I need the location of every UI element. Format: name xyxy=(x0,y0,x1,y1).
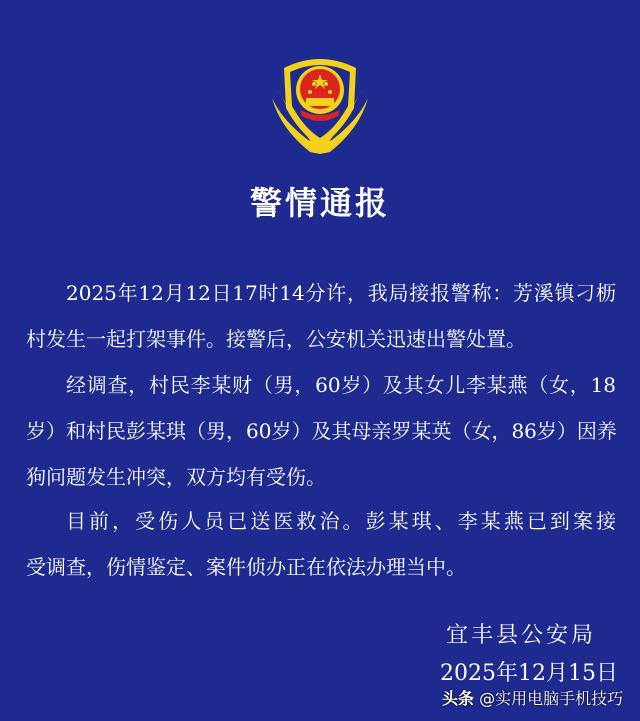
paragraph-2-line-2: 岁）和村民彭某琪（男，60岁）及其母亲罗某英（女，86岁）因养 xyxy=(26,419,617,443)
issue-date: 2025年12月15日 xyxy=(440,661,618,686)
watermark-account: @实用电脑手机技巧 xyxy=(479,689,624,708)
issuer-signature: 宜丰县公安局 xyxy=(446,623,597,648)
notice-title: 警情通报 xyxy=(249,184,390,222)
paragraph-2-line-1: 经调查，村民李某财（男，60岁）及其女儿李某燕（女，18 xyxy=(66,373,616,397)
watermark-platform: 头条 xyxy=(442,689,475,708)
paragraph-2-line-3: 狗问题发生冲突，双方均有受伤。 xyxy=(26,465,326,489)
paragraph-3-line-2: 受调查，伤情鉴定、案件侦办正在依法办理当中。 xyxy=(26,555,466,579)
watermark xyxy=(442,686,632,709)
police-emblem-icon xyxy=(270,48,370,156)
paragraph-1-line-2: 村发生一起打架事件。接警后，公安机关迅速出警处置。 xyxy=(26,327,526,351)
paragraph-1-line-1: 2025年12月12日17时14分许，我局接报警称：芳溪镇刁枥 xyxy=(66,281,616,305)
paragraph-3-line-1: 目前，受伤人员已送医救治。彭某琪、李某燕已到案接 xyxy=(66,509,616,533)
